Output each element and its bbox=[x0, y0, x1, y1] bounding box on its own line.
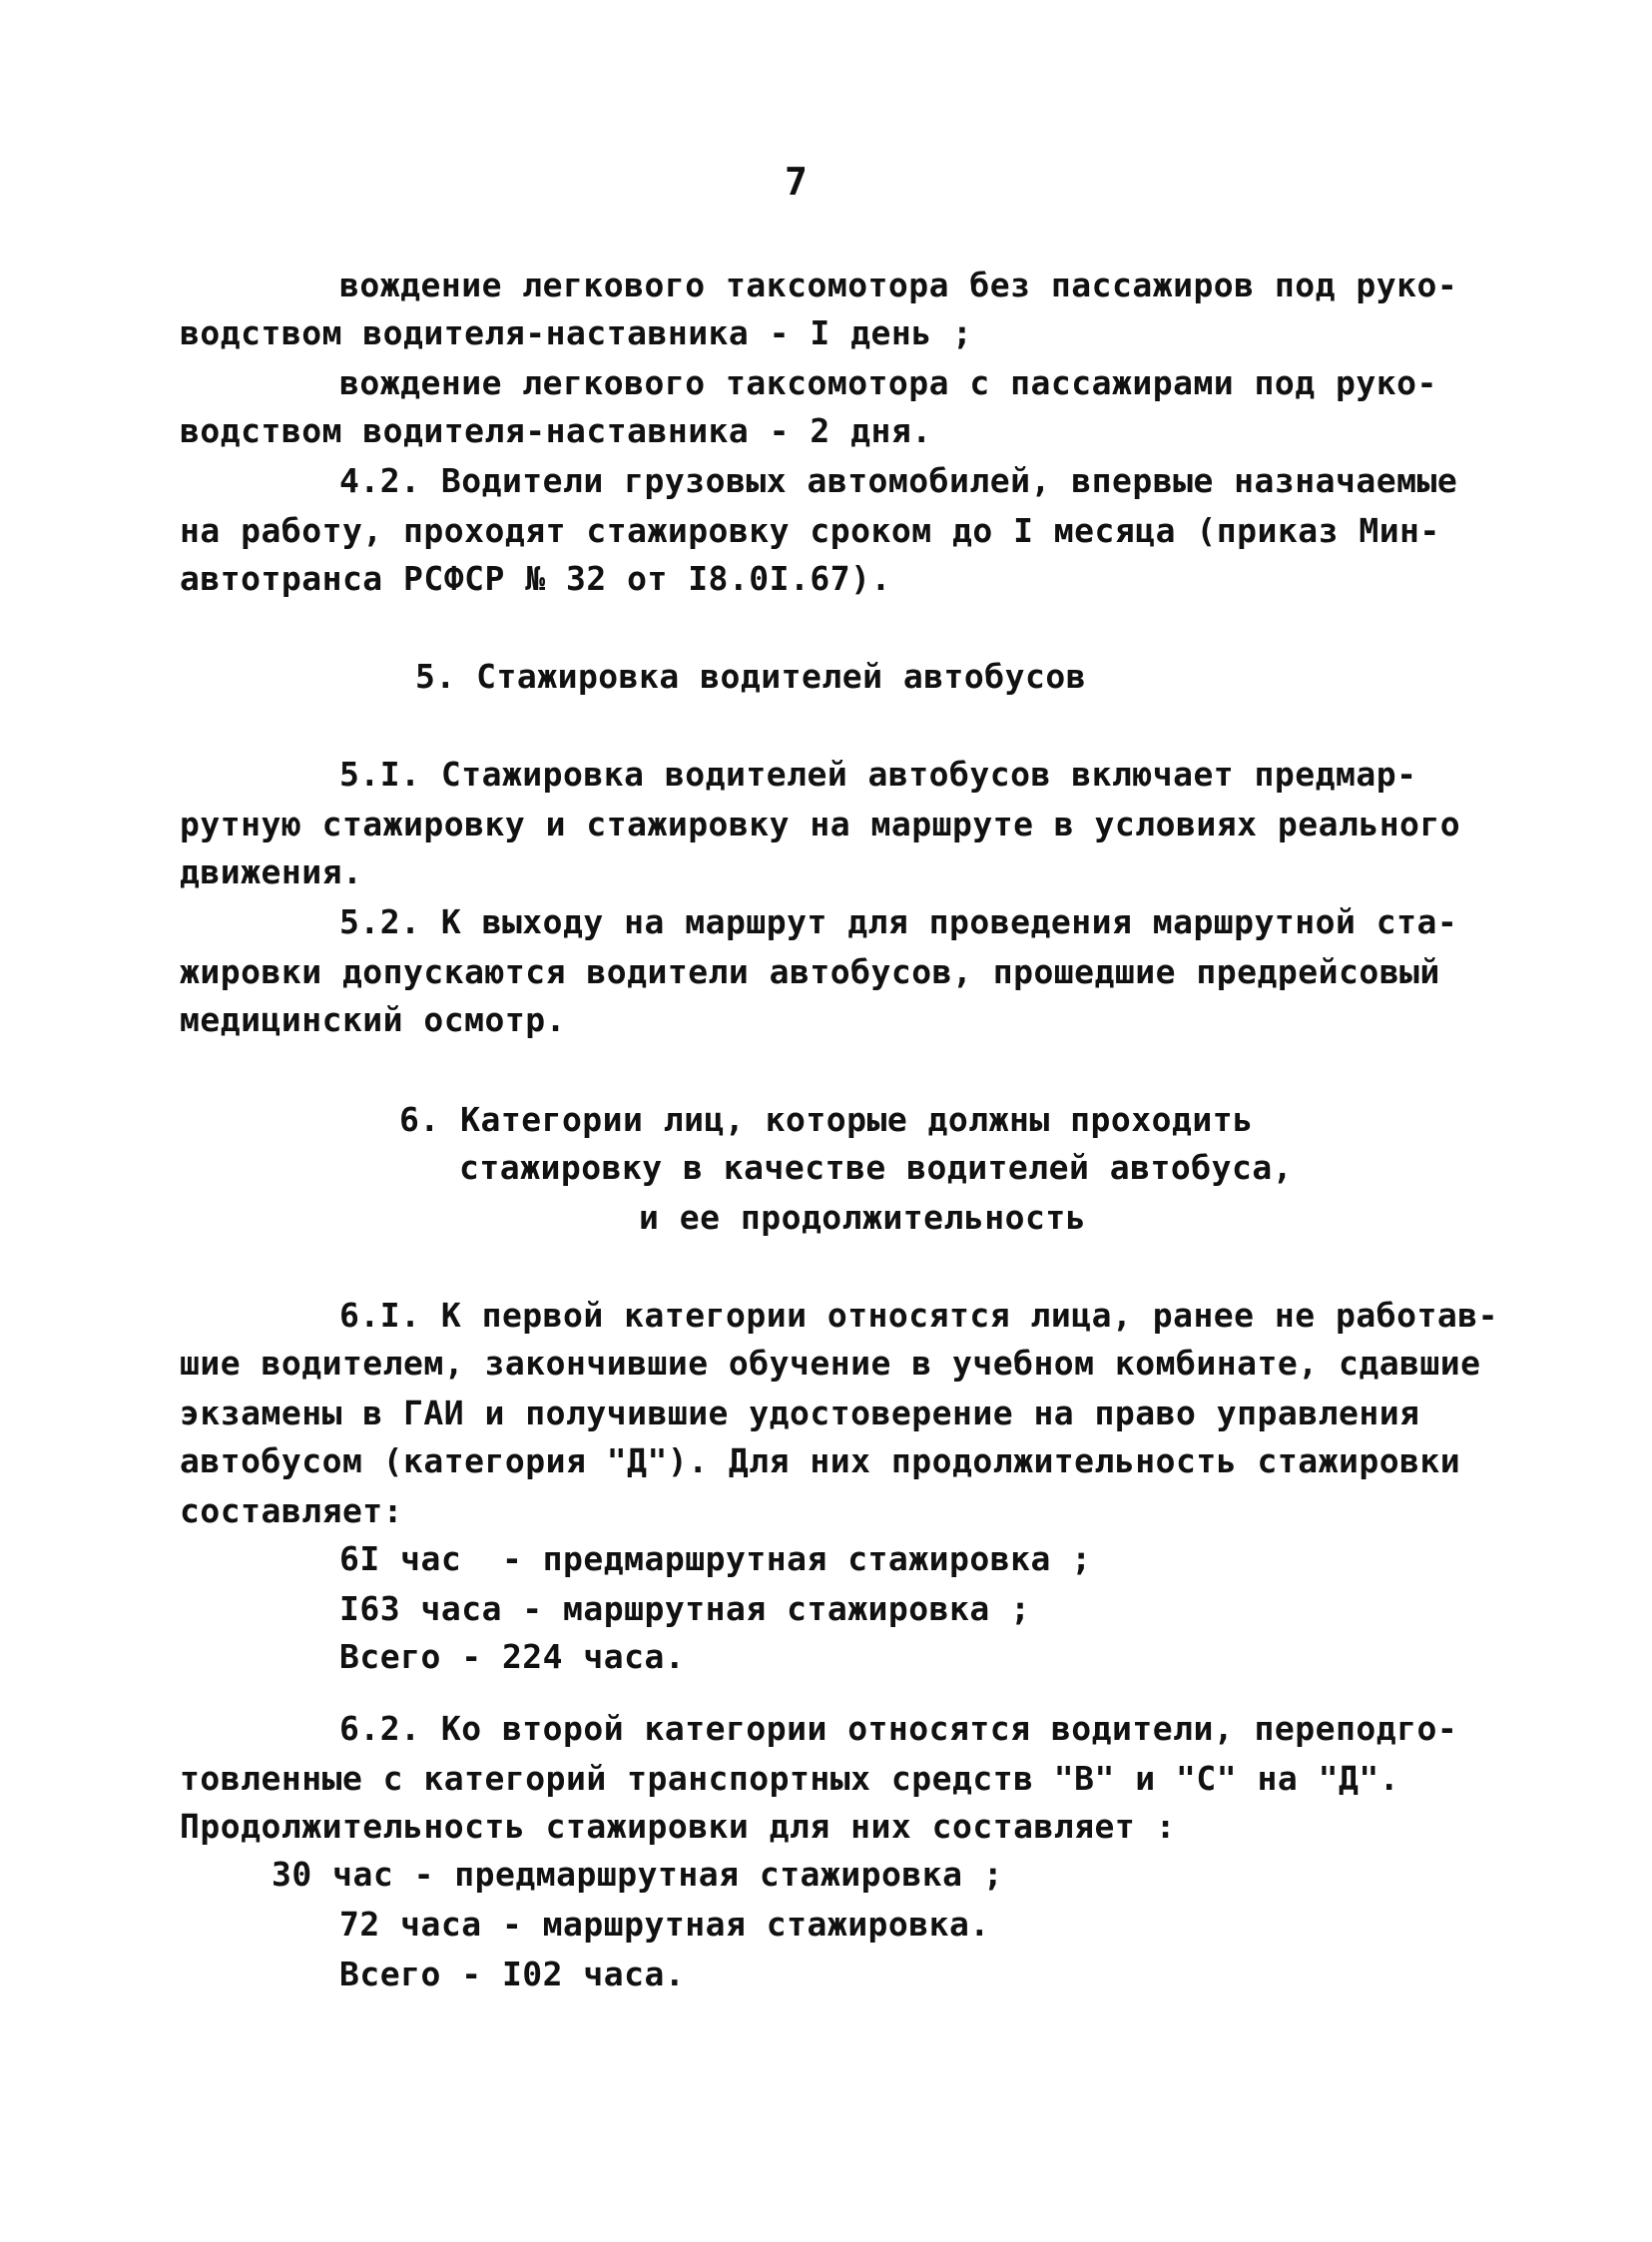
paragraph-line: Продолжительность стажировки для них составляет : bbox=[180, 1807, 1177, 1846]
paragraph-line: автобусом (категория "Д"). Для них продолжительность стажировки bbox=[180, 1441, 1461, 1480]
paragraph-line: 6.I. К первой категории относятся лица, ранее не работав- bbox=[339, 1296, 1498, 1335]
list-total: Всего - I02 часа. bbox=[339, 1955, 686, 1993]
paragraph-line: 4.2. Водители грузовых автомобилей, впервые назначаемые bbox=[339, 461, 1458, 500]
section-heading: 6. Категории лиц, которые должны проходить bbox=[399, 1100, 1254, 1139]
list-item: 72 часа - маршрутная стажировка. bbox=[339, 1905, 990, 1944]
list-item: I63 часа - маршрутная стажировка ; bbox=[339, 1589, 1031, 1628]
section-heading: и ее продолжительность bbox=[639, 1198, 1087, 1237]
paragraph-line: медицинский осмотр. bbox=[180, 1000, 566, 1039]
paragraph-line: шие водителем, закончившие обучение в учебном комбинате, сдавшие bbox=[180, 1344, 1481, 1383]
paragraph-line: рутную стажировку и стажировку на маршруте в условиях реального bbox=[180, 805, 1461, 843]
section-heading: стажировку в качестве водителей автобуса, bbox=[459, 1148, 1294, 1187]
paragraph-line: 5.2. К выходу на маршрут для проведения маршрутной ста- bbox=[339, 902, 1458, 941]
paragraph-line: вождение легкового таксомотора без пассажиров под руко- bbox=[339, 266, 1458, 304]
paragraph-line: на работу, проходят стажировку сроком до I месяца (приказ Мин- bbox=[180, 511, 1440, 550]
paragraph-line: товленные с категорий транспортных средств "В" и "С" на "Д". bbox=[180, 1759, 1400, 1798]
paragraph-line: 5.I. Стажировка водителей автобусов включает предмар- bbox=[339, 755, 1417, 794]
list-item: 30 час - предмаршрутная стажировка ; bbox=[272, 1855, 1004, 1894]
paragraph-line: движения. bbox=[180, 852, 363, 891]
paragraph-line: составляет: bbox=[180, 1491, 404, 1530]
paragraph-line: жировки допускаются водители автобусов, прошедшие предрейсовый bbox=[180, 952, 1440, 991]
paragraph-line: экзамены в ГАИ и получившие удостоверение на право управления bbox=[180, 1394, 1420, 1432]
paragraph-line: водством водителя-наставника - 2 дня. bbox=[180, 411, 932, 450]
paragraph-line: автотранса РСФСР № 32 от I8.0I.67). bbox=[180, 559, 891, 598]
list-item: 6I час - предмаршрутная стажировка ; bbox=[339, 1539, 1092, 1578]
page-number: 7 bbox=[785, 160, 808, 204]
paragraph-line: водством водителя-наставника - I день ; bbox=[180, 313, 973, 352]
list-total: Всего - 224 часа. bbox=[339, 1637, 686, 1676]
paragraph-line: вождение легкового таксомотора с пассажирами под руко- bbox=[339, 363, 1437, 402]
section-heading: 5. Стажировка водителей автобусов bbox=[415, 657, 1087, 696]
paragraph-line: 6.2. Ко второй категории относятся водители, переподго- bbox=[339, 1709, 1458, 1748]
